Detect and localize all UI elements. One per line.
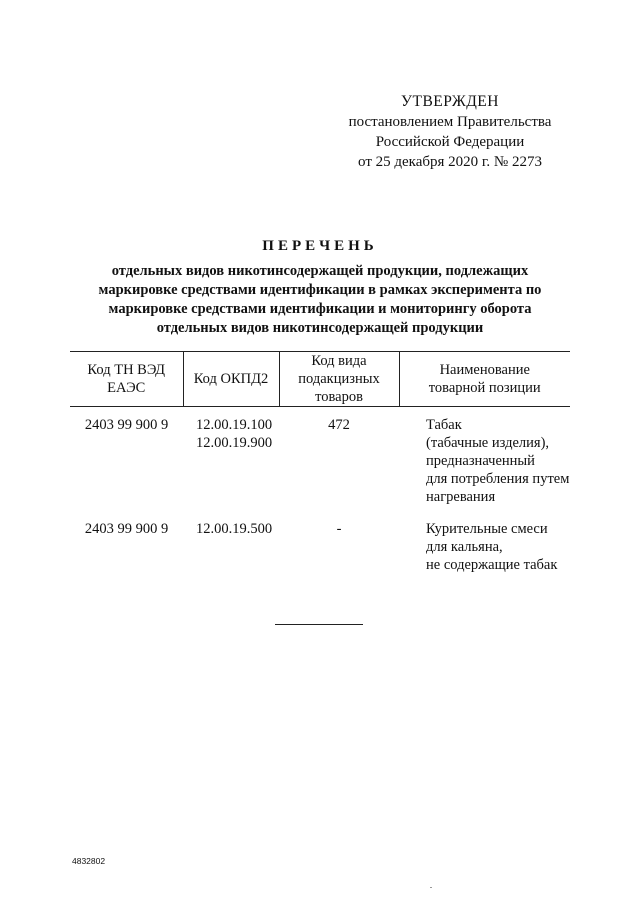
approval-title: УТВЕРЖДЕН: [401, 93, 499, 110]
document-heading: ПЕРЕЧЕНЬ: [262, 238, 378, 254]
name-line: Табак: [426, 417, 462, 433]
table-header-row: [70, 352, 570, 407]
table-row: [70, 506, 570, 574]
products-table: [70, 351, 570, 574]
header-line: Код ОКПД2: [193, 371, 269, 387]
subtitle-line: отдельных видов никотинсодержащей продукции, подлежащих: [111, 263, 529, 279]
header-line: Код вида: [311, 353, 367, 369]
approval-line-1: постановлением Правительства: [348, 114, 552, 130]
cell-okpd: [183, 506, 279, 574]
okpd-code: 12.00.19.900: [196, 435, 273, 451]
header-okpd: [183, 352, 279, 407]
name-line: Курительные смеси: [426, 521, 548, 537]
cell-excise-code: -: [336, 521, 342, 537]
subtitle-line: маркировке средствами идентификации и мониторингу оборота: [108, 301, 532, 317]
cell-okpd: [183, 407, 279, 507]
approval-block: [330, 92, 570, 172]
header-line: товарной позиции: [428, 380, 541, 396]
header-product-name: [399, 352, 570, 407]
name-line: (табачные изделия),: [426, 435, 550, 451]
header-line: товаров: [315, 389, 363, 405]
name-line: для потребления путем: [426, 471, 570, 487]
name-line: для кальяна,: [426, 539, 503, 555]
header-line: Наименование: [439, 362, 530, 378]
header-excise-code: [279, 352, 399, 407]
header-tnved: [70, 352, 183, 407]
subtitle-line: отдельных видов никотинсодержащей продукции: [156, 320, 484, 336]
subtitle-line: маркировке средствами идентификации в рамках эксперимента по: [98, 282, 542, 298]
cell-tnved: 2403 99 900 9: [84, 417, 169, 433]
cell-tnved: 2403 99 900 9: [84, 521, 169, 537]
table-row: [70, 407, 570, 507]
name-line: не содержащие табак: [426, 557, 558, 573]
scan-speck: [430, 887, 432, 888]
document-subtitle: [70, 262, 570, 338]
header-line: ЕАЭС: [107, 380, 146, 396]
name-line: нагревания: [426, 489, 496, 505]
approval-date-number: от 25 декабря 2020 г. № 2273: [358, 154, 542, 170]
header-line: Код ТН ВЭД: [87, 362, 166, 378]
document-number: 4832802: [72, 856, 106, 866]
cell-product-name: [399, 506, 570, 574]
name-line: предназначенный: [426, 453, 535, 469]
approval-line-2: Российской Федерации: [375, 134, 525, 150]
okpd-code: 12.00.19.500: [196, 521, 273, 537]
cell-product-name: [399, 407, 570, 507]
cell-excise-code: 472: [328, 417, 350, 433]
header-line: подакцизных: [298, 371, 380, 387]
okpd-code: 12.00.19.100: [196, 417, 273, 433]
end-divider: [275, 624, 363, 625]
